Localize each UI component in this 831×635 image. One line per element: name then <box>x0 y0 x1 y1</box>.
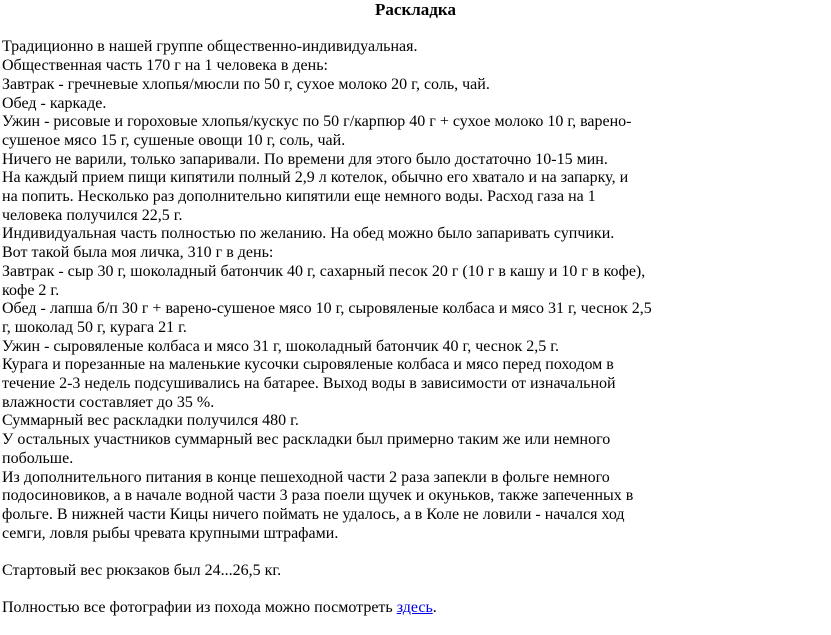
text-line: Завтрак - сыр 30 г, шоколадный батончик 40 г, сахарный песок 20 г (10 г в кашу и 10 г в кофе), <box>2 262 646 280</box>
text-line: Общественная часть 170 г на 1 человека в день: <box>2 57 328 75</box>
photos-line <box>2 599 829 618</box>
photos-link[interactable]: здесь <box>396 599 433 617</box>
text-line: на попить. Несколько раз дополнительно кипятили еще немного воды. Расход газа на 1 <box>2 188 596 206</box>
text-line: подосиновиков, а в начале водной части 3 раза поели щучек и окуньков, также запеченных в <box>2 487 634 505</box>
text-line: г, шоколад 50 г, курага 21 г. <box>2 318 187 336</box>
text-line: У остальных участников суммарный вес раскладки был примерно таким же или немного <box>2 431 611 449</box>
text-line: Обед - лапша б/п 30 г + варено-сушеное мясо 10 г, сыровяленые колбаса и мясо 31 г, чеснок 2,5 <box>2 300 652 318</box>
text-line: Из дополнительного питания в конце пешеходной части 2 раза запекли в фольге немного <box>2 468 610 486</box>
text-line: На каждый прием пищи кипятили полный 2,9 л котелок, обычно его хватало и на запарку, и <box>2 169 629 187</box>
photos-line-prefix: Полностью все фотографии из похода можно посмотреть <box>2 599 397 617</box>
text-line: Вот такой была моя личка, 310 г в день: <box>2 244 274 262</box>
blank-line <box>2 581 829 600</box>
text-line: Ничего не варили, только запаривали. По времени для этого было достаточно 10-15 мин. <box>2 150 608 168</box>
text-line: семги, ловля рыбы чревата крупными штрафами. <box>2 524 339 542</box>
text-line: влажности составляет до 35 %. <box>2 393 215 411</box>
text-line: человека получился 22,5 г. <box>2 206 183 224</box>
text-line: течение 2-3 недель подсушивались на батарее. Выход воды в зависимости от изначальной <box>2 375 616 393</box>
text-line: сушеное мясо 15 г, сушеные овощи 10 г, соль, чай. <box>2 131 346 149</box>
start-weight-line: Стартовый вес рюкзаков был 24...26,5 кг. <box>2 562 282 580</box>
text-line: Ужин - сыровяленые колбаса и мясо 31 г, шоколадный батончик 40 г, чеснок 2,5 г. <box>2 337 559 355</box>
blank-line <box>2 543 829 562</box>
text-line: фольге. В нижней части Кицы ничего поймать не удалось, а в Коле не ловили - начался ход <box>2 505 625 523</box>
text-line: побольше. <box>2 449 74 467</box>
text-line: Завтрак - гречневые хлопья/мюсли по 50 г, сухое молоко 20 г, соль, чай. <box>2 75 490 93</box>
blank-line <box>2 20 829 39</box>
photos-line-suffix: . <box>432 599 437 617</box>
text-line: Традиционно в нашей группе общественно-индивидуальная. <box>2 38 418 56</box>
page-title: Раскладка <box>375 0 456 19</box>
text-line: Курага и порезанные на маленькие кусочки сыровяленые колбаса и мясо перед походом в <box>2 356 614 374</box>
text-line: Обед - каркаде. <box>2 94 107 112</box>
text-line: Суммарный вес раскладки получился 480 г. <box>2 412 299 430</box>
text-line: Индивидуальная часть полностью по желанию. На обед можно было запаривать супчики. <box>2 225 615 243</box>
text-line: кофе 2 г. <box>2 281 60 299</box>
text-line: Ужин - рисовые и гороховые хлопья/кускус по 50 г/карпюр 40 г + сухое молоко 10 г, варено- <box>2 113 632 131</box>
